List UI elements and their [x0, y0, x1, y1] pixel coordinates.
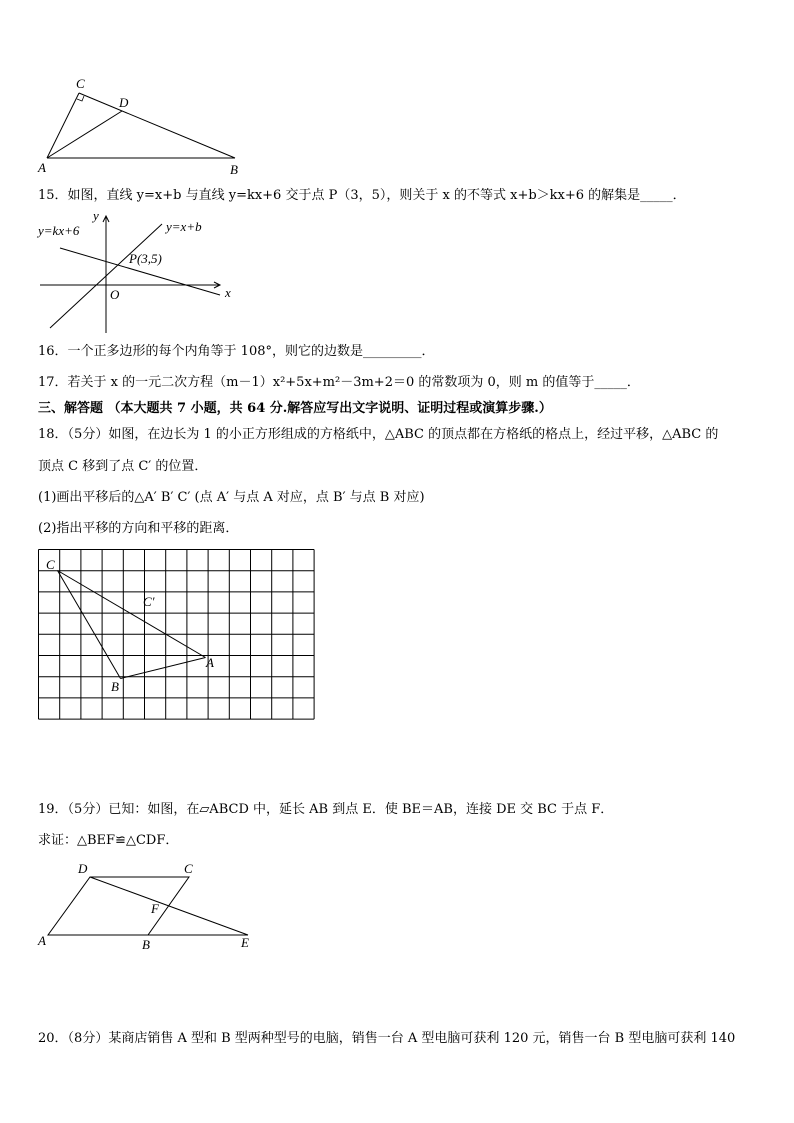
q18-grid-figure [38, 549, 312, 722]
grid-lines [39, 550, 315, 720]
q15-label-line1: y=kx+6 [38, 223, 80, 238]
q18-label-a: A [206, 655, 214, 670]
q19-label-c: C [184, 861, 193, 876]
section-3-heading: 三、解答题 （本大题共 7 小题，共 64 分.解答应写出文字说明、证明过程或演算步骤.） [38, 401, 552, 416]
q18-part1: (1)画出平移后的△A′ B′ C′ (点 A′ 与点 A 对应，点 B′ 与点 B 对应) [38, 490, 425, 505]
q19-line1: 19．（5分）已知：如图，在▱ABCD 中，延长 AB 到点 E．使 BE＝AB，连接 DE 交 BC 于点 F． [38, 802, 614, 817]
q20-text: 20．（8分）某商店销售 A 型和 B 型两种型号的电脑，销售一台 A 型电脑可获利 120 元，销售一台 B 型电脑可获利 140 [38, 1031, 736, 1046]
q18-line1: 18．（5分）如图，在边长为 1 的小正方形组成的方格纸中，△ABC 的顶点都在方格纸的格点上，经过平移，△ABC 的 [38, 427, 719, 442]
q19-label-f: F [151, 901, 159, 916]
q18-line2: 顶点 C 移到了点 C′ 的位置． [38, 459, 208, 474]
q15-graph-figure [34, 207, 244, 335]
q16-text: 16．一个正多边形的每个内角等于 108°，则它的边数是_________． [38, 344, 435, 359]
q19-label-e: E [241, 935, 249, 950]
q19-label-b: B [142, 937, 150, 952]
q15-label-point: P(3,5) [129, 251, 162, 266]
q15-x-axis-label: x [225, 285, 231, 300]
q19-line2: 求证：△BEF≌△CDF． [38, 833, 179, 848]
q19-parallelogram-figure [34, 858, 259, 954]
q14-triangle-figure [30, 74, 260, 180]
q15-text: 15．如图，直线 y=x+b 与直线 y=kx+6 交于点 P（3，5），则关于 x 的不等式 x+b＞kx+6 的解集是_____． [38, 188, 686, 203]
q14-label-c: C [76, 76, 85, 91]
q14-label-a: A [38, 160, 46, 175]
q18-label-b: B [111, 679, 119, 694]
q14-label-b: B [230, 162, 238, 177]
q14-label-d: D [119, 95, 129, 110]
q19-label-a: A [38, 933, 46, 948]
q18-label-c: C [46, 557, 55, 572]
q15-y-axis-label: y [93, 208, 99, 223]
q17-text: 17．若关于 x 的一元二次方程（m－1）x²+5x+m²－3m+2＝0 的常数项为 0，则 m 的值等于_____． [38, 375, 640, 390]
q15-label-line2: y=x+b [166, 219, 202, 234]
q15-label-origin: O [110, 287, 120, 302]
q18-part2: (2)指出平移的方向和平移的距离． [38, 521, 239, 536]
q19-label-d: D [78, 861, 88, 876]
q18-label-c-prime: C′ [143, 594, 155, 609]
